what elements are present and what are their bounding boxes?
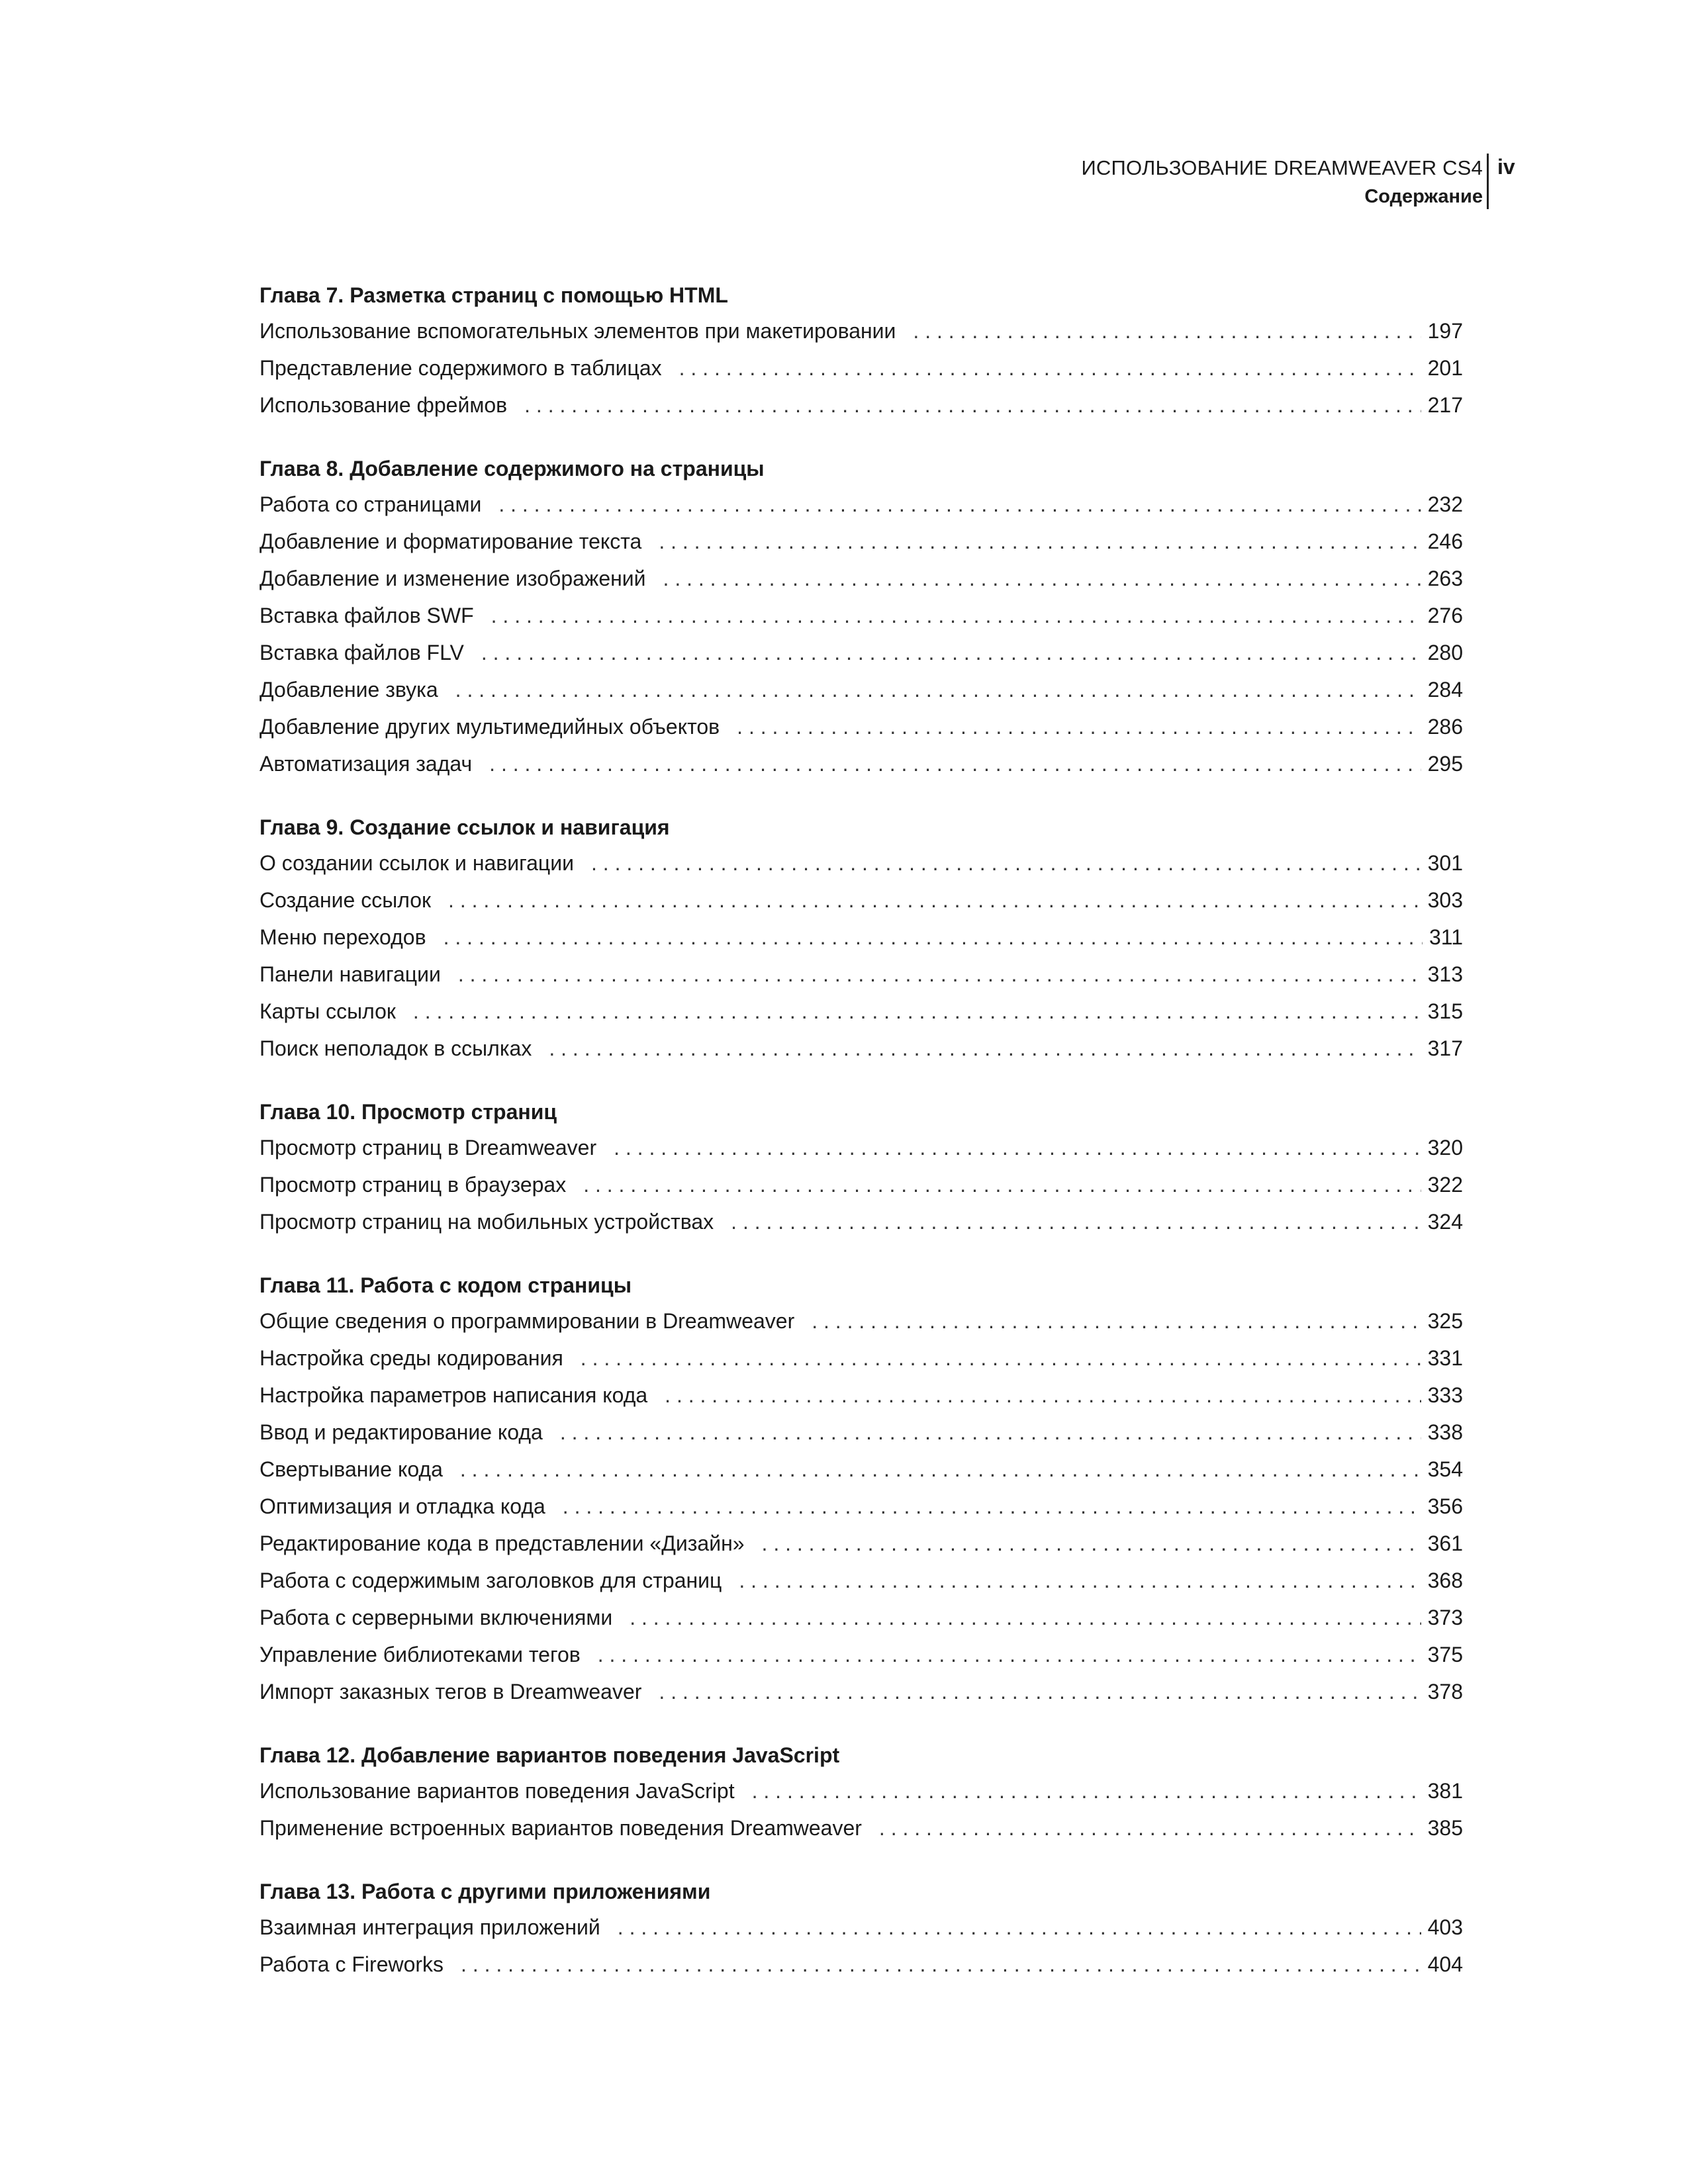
dot-leader (581, 1340, 1421, 1377)
toc-entry-page: 301 (1427, 851, 1463, 875)
toc-entry-label: Использование вариантов поведения JavaScript (259, 1779, 735, 1803)
dot-leader (461, 1946, 1421, 1983)
dot-leader (444, 919, 1423, 956)
toc-entry-page: 197 (1427, 319, 1463, 343)
toc-entry-page: 385 (1427, 1816, 1463, 1840)
chapter-title: Глава 11. Работа с кодом страницы (259, 1273, 632, 1297)
toc-entry-label: Добавление и форматирование текста (259, 529, 642, 553)
toc-entry[interactable] (259, 1599, 1463, 1636)
toc-entry-label: Добавление и изменение изображений (259, 567, 646, 590)
toc-entry-page: 373 (1427, 1606, 1463, 1629)
toc-entry-page: 403 (1427, 1915, 1463, 1939)
dot-leader (762, 1525, 1421, 1562)
dot-leader (498, 486, 1421, 523)
toc-entry[interactable] (259, 1636, 1463, 1673)
dot-leader (659, 523, 1421, 560)
toc-entry[interactable] (259, 745, 1463, 782)
toc-entry-label: Использование вспомогательных элементов при макетировании (259, 319, 896, 343)
dot-leader (737, 708, 1421, 745)
toc-entry-page: 368 (1427, 1569, 1463, 1592)
toc-entry[interactable] (259, 387, 1463, 424)
chapter-section (259, 451, 1463, 782)
dot-leader (752, 1772, 1421, 1809)
dot-leader (481, 634, 1421, 671)
dot-leader (591, 844, 1421, 882)
toc-entry-label: Вставка файлов SWF (259, 604, 474, 627)
toc-entry[interactable] (259, 1562, 1463, 1599)
toc-entry-page: 333 (1427, 1383, 1463, 1407)
toc-entry-label: Настройка среды кодирования (259, 1346, 563, 1370)
toc-entry[interactable] (259, 560, 1463, 597)
toc-entry-page: 320 (1427, 1136, 1463, 1160)
toc-entry-label: Просмотр страниц на мобильных устройствах (259, 1210, 714, 1234)
toc-entry-page: 280 (1427, 641, 1463, 664)
toc-entry-page: 311 (1429, 925, 1463, 949)
toc-entry-page: 322 (1427, 1173, 1463, 1197)
toc-entry-page: 286 (1427, 715, 1463, 739)
dot-leader (524, 387, 1421, 424)
toc-entry[interactable] (259, 1340, 1463, 1377)
toc-entry-label: Карты ссылок (259, 999, 396, 1023)
toc-entry[interactable] (259, 1451, 1463, 1488)
toc-entry-label: Меню переходов (259, 925, 426, 949)
chapter-section (259, 1874, 1463, 1983)
toc-entry[interactable] (259, 312, 1463, 349)
toc-entry-label: Автоматизация задач (259, 752, 473, 776)
chapter-title: Глава 7. Разметка страниц с помощью HTML (259, 283, 728, 307)
toc-entry[interactable] (259, 1166, 1463, 1203)
running-head (1081, 154, 1483, 210)
toc-entry[interactable] (259, 671, 1463, 708)
toc-entry-label: Взаимная интеграция приложений (259, 1915, 600, 1939)
toc-entry[interactable] (259, 844, 1463, 882)
toc-entry-label: Панели навигации (259, 962, 441, 986)
toc-entry-label: Ввод и редактирование кода (259, 1420, 543, 1444)
toc-entry[interactable] (259, 486, 1463, 523)
toc-entry[interactable] (259, 1772, 1463, 1809)
toc-entry-page: 246 (1427, 529, 1463, 553)
toc-entry[interactable] (259, 1030, 1463, 1067)
chapter-section (259, 810, 1463, 1067)
toc-entry-page: 338 (1427, 1420, 1463, 1444)
running-head-title: ИСПОЛЬЗОВАНИЕ DREAMWEAVER CS4 (1081, 156, 1483, 179)
dot-leader (460, 1451, 1421, 1488)
dot-leader (663, 560, 1421, 597)
dot-leader (731, 1203, 1421, 1240)
toc-entry-page: 378 (1427, 1680, 1463, 1704)
toc-entry[interactable] (259, 1488, 1463, 1525)
dot-leader (659, 1673, 1421, 1710)
toc-entry-page: 315 (1427, 999, 1463, 1023)
toc-entry-page: 313 (1427, 962, 1463, 986)
dot-leader (489, 745, 1421, 782)
toc-entry[interactable] (259, 597, 1463, 634)
chapter-section (259, 1738, 1463, 1846)
toc-entry[interactable] (259, 1525, 1463, 1562)
toc-entry-page: 381 (1427, 1779, 1463, 1803)
chapter-title: Глава 13. Работа с другими приложениями (259, 1880, 711, 1903)
toc-entry-label: Вставка файлов FLV (259, 641, 464, 664)
toc-entry-page: 317 (1427, 1036, 1463, 1060)
toc-entry[interactable] (259, 349, 1463, 387)
toc-entry[interactable] (259, 1377, 1463, 1414)
dot-leader (413, 993, 1421, 1030)
dot-leader (448, 882, 1421, 919)
dot-leader (598, 1636, 1421, 1673)
toc-entry-page: 284 (1427, 678, 1463, 702)
running-head-subtitle: Содержание (1364, 186, 1483, 207)
chapter-title: Глава 12. Добавление вариантов поведения JavaScript (259, 1743, 840, 1767)
dot-leader (913, 312, 1421, 349)
toc-entry-page: 404 (1427, 1952, 1463, 1976)
dot-leader (614, 1129, 1421, 1166)
toc-entry-page: 331 (1427, 1346, 1463, 1370)
dot-leader (630, 1599, 1421, 1636)
chapter-section (259, 1095, 1463, 1240)
dot-leader (458, 956, 1421, 993)
dot-leader (679, 349, 1421, 387)
dot-leader (879, 1809, 1421, 1846)
toc-entry-label: Управление библиотеками тегов (259, 1643, 581, 1666)
toc-entry-label: Общие сведения о программировании в Dreamweaver (259, 1309, 795, 1333)
toc-entry-label: Добавление других мультимедийных объектов (259, 715, 720, 739)
toc-entry-label: Настройка параметров написания кода (259, 1383, 648, 1407)
toc-entry-page: 361 (1427, 1531, 1463, 1555)
toc-entry[interactable] (259, 1129, 1463, 1166)
dot-leader (618, 1909, 1421, 1946)
toc-entry-label: Работа со страницами (259, 492, 482, 516)
dot-leader (491, 597, 1421, 634)
toc-entry[interactable] (259, 882, 1463, 919)
toc-entry-label: Редактирование кода в представлении «Дизайн» (259, 1531, 745, 1555)
dot-leader (563, 1488, 1421, 1525)
toc-entry-label: О создании ссылок и навигации (259, 851, 574, 875)
toc-entry-page: 356 (1427, 1494, 1463, 1518)
toc-entry-label: Применение встроенных вариантов поведения Dreamweaver (259, 1816, 862, 1840)
toc-entry-page: 201 (1427, 356, 1463, 380)
toc-entry-page: 354 (1427, 1457, 1463, 1481)
toc-entry[interactable] (259, 1909, 1463, 1946)
toc-entry-label: Работа с содержимым заголовков для страниц (259, 1569, 722, 1592)
dot-leader (455, 671, 1421, 708)
toc-entry-page: 295 (1427, 752, 1463, 776)
header-divider (1487, 154, 1489, 209)
toc-entry-label: Работа с Fireworks (259, 1952, 444, 1976)
toc-entry[interactable] (259, 993, 1463, 1030)
toc-entry-page: 375 (1427, 1643, 1463, 1666)
chapter-section (259, 278, 1463, 424)
toc-entry-label: Использование фреймов (259, 393, 508, 417)
toc-entry[interactable] (259, 1203, 1463, 1240)
toc-entry[interactable] (259, 956, 1463, 993)
toc-entry[interactable] (259, 919, 1463, 956)
toc-entry-label: Работа с серверными включениями (259, 1606, 613, 1629)
toc-entry[interactable] (259, 1414, 1463, 1451)
toc-entry[interactable] (259, 634, 1463, 671)
dot-leader (665, 1377, 1421, 1414)
dot-leader (549, 1030, 1421, 1067)
toc-entry[interactable] (259, 1946, 1463, 1983)
toc-entry-label: Создание ссылок (259, 888, 432, 912)
chapter-section (259, 1268, 1463, 1710)
toc-entry[interactable] (259, 523, 1463, 560)
table-of-contents (259, 278, 1463, 2011)
toc-entry-page: 232 (1427, 492, 1463, 516)
toc-entry-page: 217 (1427, 393, 1463, 417)
dot-leader (583, 1166, 1421, 1203)
dot-leader (560, 1414, 1421, 1451)
chapter-title: Глава 9. Создание ссылок и навигация (259, 815, 670, 839)
toc-entry[interactable] (259, 1302, 1463, 1340)
toc-entry-label: Свертывание кода (259, 1457, 443, 1481)
toc-entry-label: Просмотр страниц в Dreamweaver (259, 1136, 597, 1160)
toc-entry-page: 325 (1427, 1309, 1463, 1333)
dot-leader (812, 1302, 1421, 1340)
toc-entry-page: 303 (1427, 888, 1463, 912)
toc-entry[interactable] (259, 1809, 1463, 1846)
toc-entry-label: Оптимизация и отладка кода (259, 1494, 545, 1518)
toc-entry-label: Импорт заказных тегов в Dreamweaver (259, 1680, 642, 1704)
chapter-title: Глава 8. Добавление содержимого на страницы (259, 457, 765, 480)
page-number: iv (1497, 155, 1515, 179)
toc-entry-label: Добавление звука (259, 678, 438, 702)
toc-entry-page: 276 (1427, 604, 1463, 627)
toc-entry-page: 263 (1427, 567, 1463, 590)
toc-entry-label: Поиск неполадок в ссылках (259, 1036, 532, 1060)
toc-entry-label: Представление содержимого в таблицах (259, 356, 662, 380)
toc-entry[interactable] (259, 708, 1463, 745)
dot-leader (739, 1562, 1421, 1599)
chapter-title: Глава 10. Просмотр страниц (259, 1100, 557, 1124)
toc-entry[interactable] (259, 1673, 1463, 1710)
toc-entry-page: 324 (1427, 1210, 1463, 1234)
toc-entry-label: Просмотр страниц в браузерах (259, 1173, 567, 1197)
